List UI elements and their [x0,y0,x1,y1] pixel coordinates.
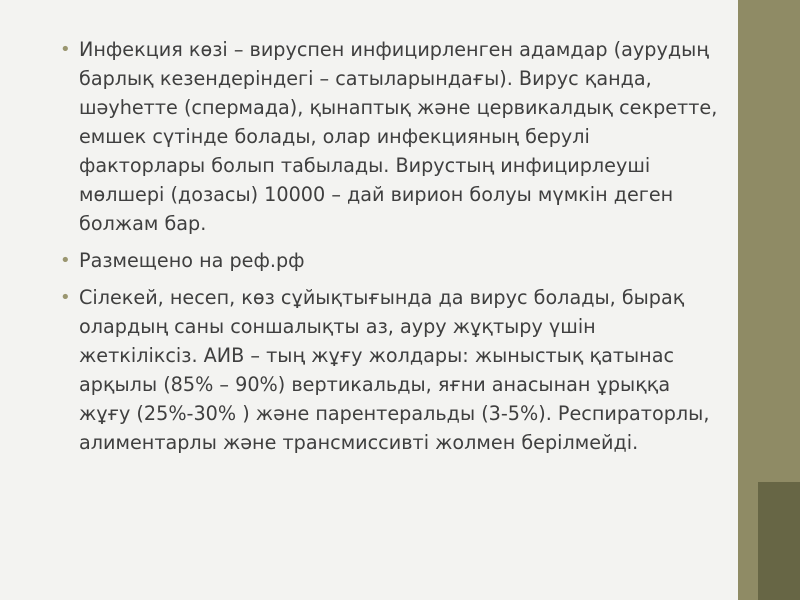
bullet-item-infection-source: • Инфекция көзі – вируспен инфицирленген адамдар (аурудың барлық кезендеріндегі – сатыларындағы). Вирус қанда, шәуһетте (спермада), қынаптық және цервикалдық секретте, емшек сүтінде болады, олар инфекцияның берулі факторлары болып табылады. Вирустың инфицирлеуші мөлшері (дозасы) 10000 – дай вирион болуы мүмкін деген болжам бар. [60,35,720,238]
bullet-item-posted-note: • Размещено на реф.рф [60,246,720,275]
sidebar-accent-block [758,482,800,600]
bullet-list [60,35,720,465]
bullet-item-transmission-routes: • Сілекей, несеп, көз сұйықтығында да вирус болады, бырақ олардың саны соншалықты аз, ауру жұқтыру үшін жеткіліксіз. АИВ – тың жұғу жолдары: жыныстық қатынас арқылы (85% – 90%) вертикальды, яғни анасынан ұрыққа жұғу (25%-30% ) және парентеральды (3-5%). Респираторлы, алиментарлы және трансмиссивті жолмен берілмейді. [60,283,720,457]
